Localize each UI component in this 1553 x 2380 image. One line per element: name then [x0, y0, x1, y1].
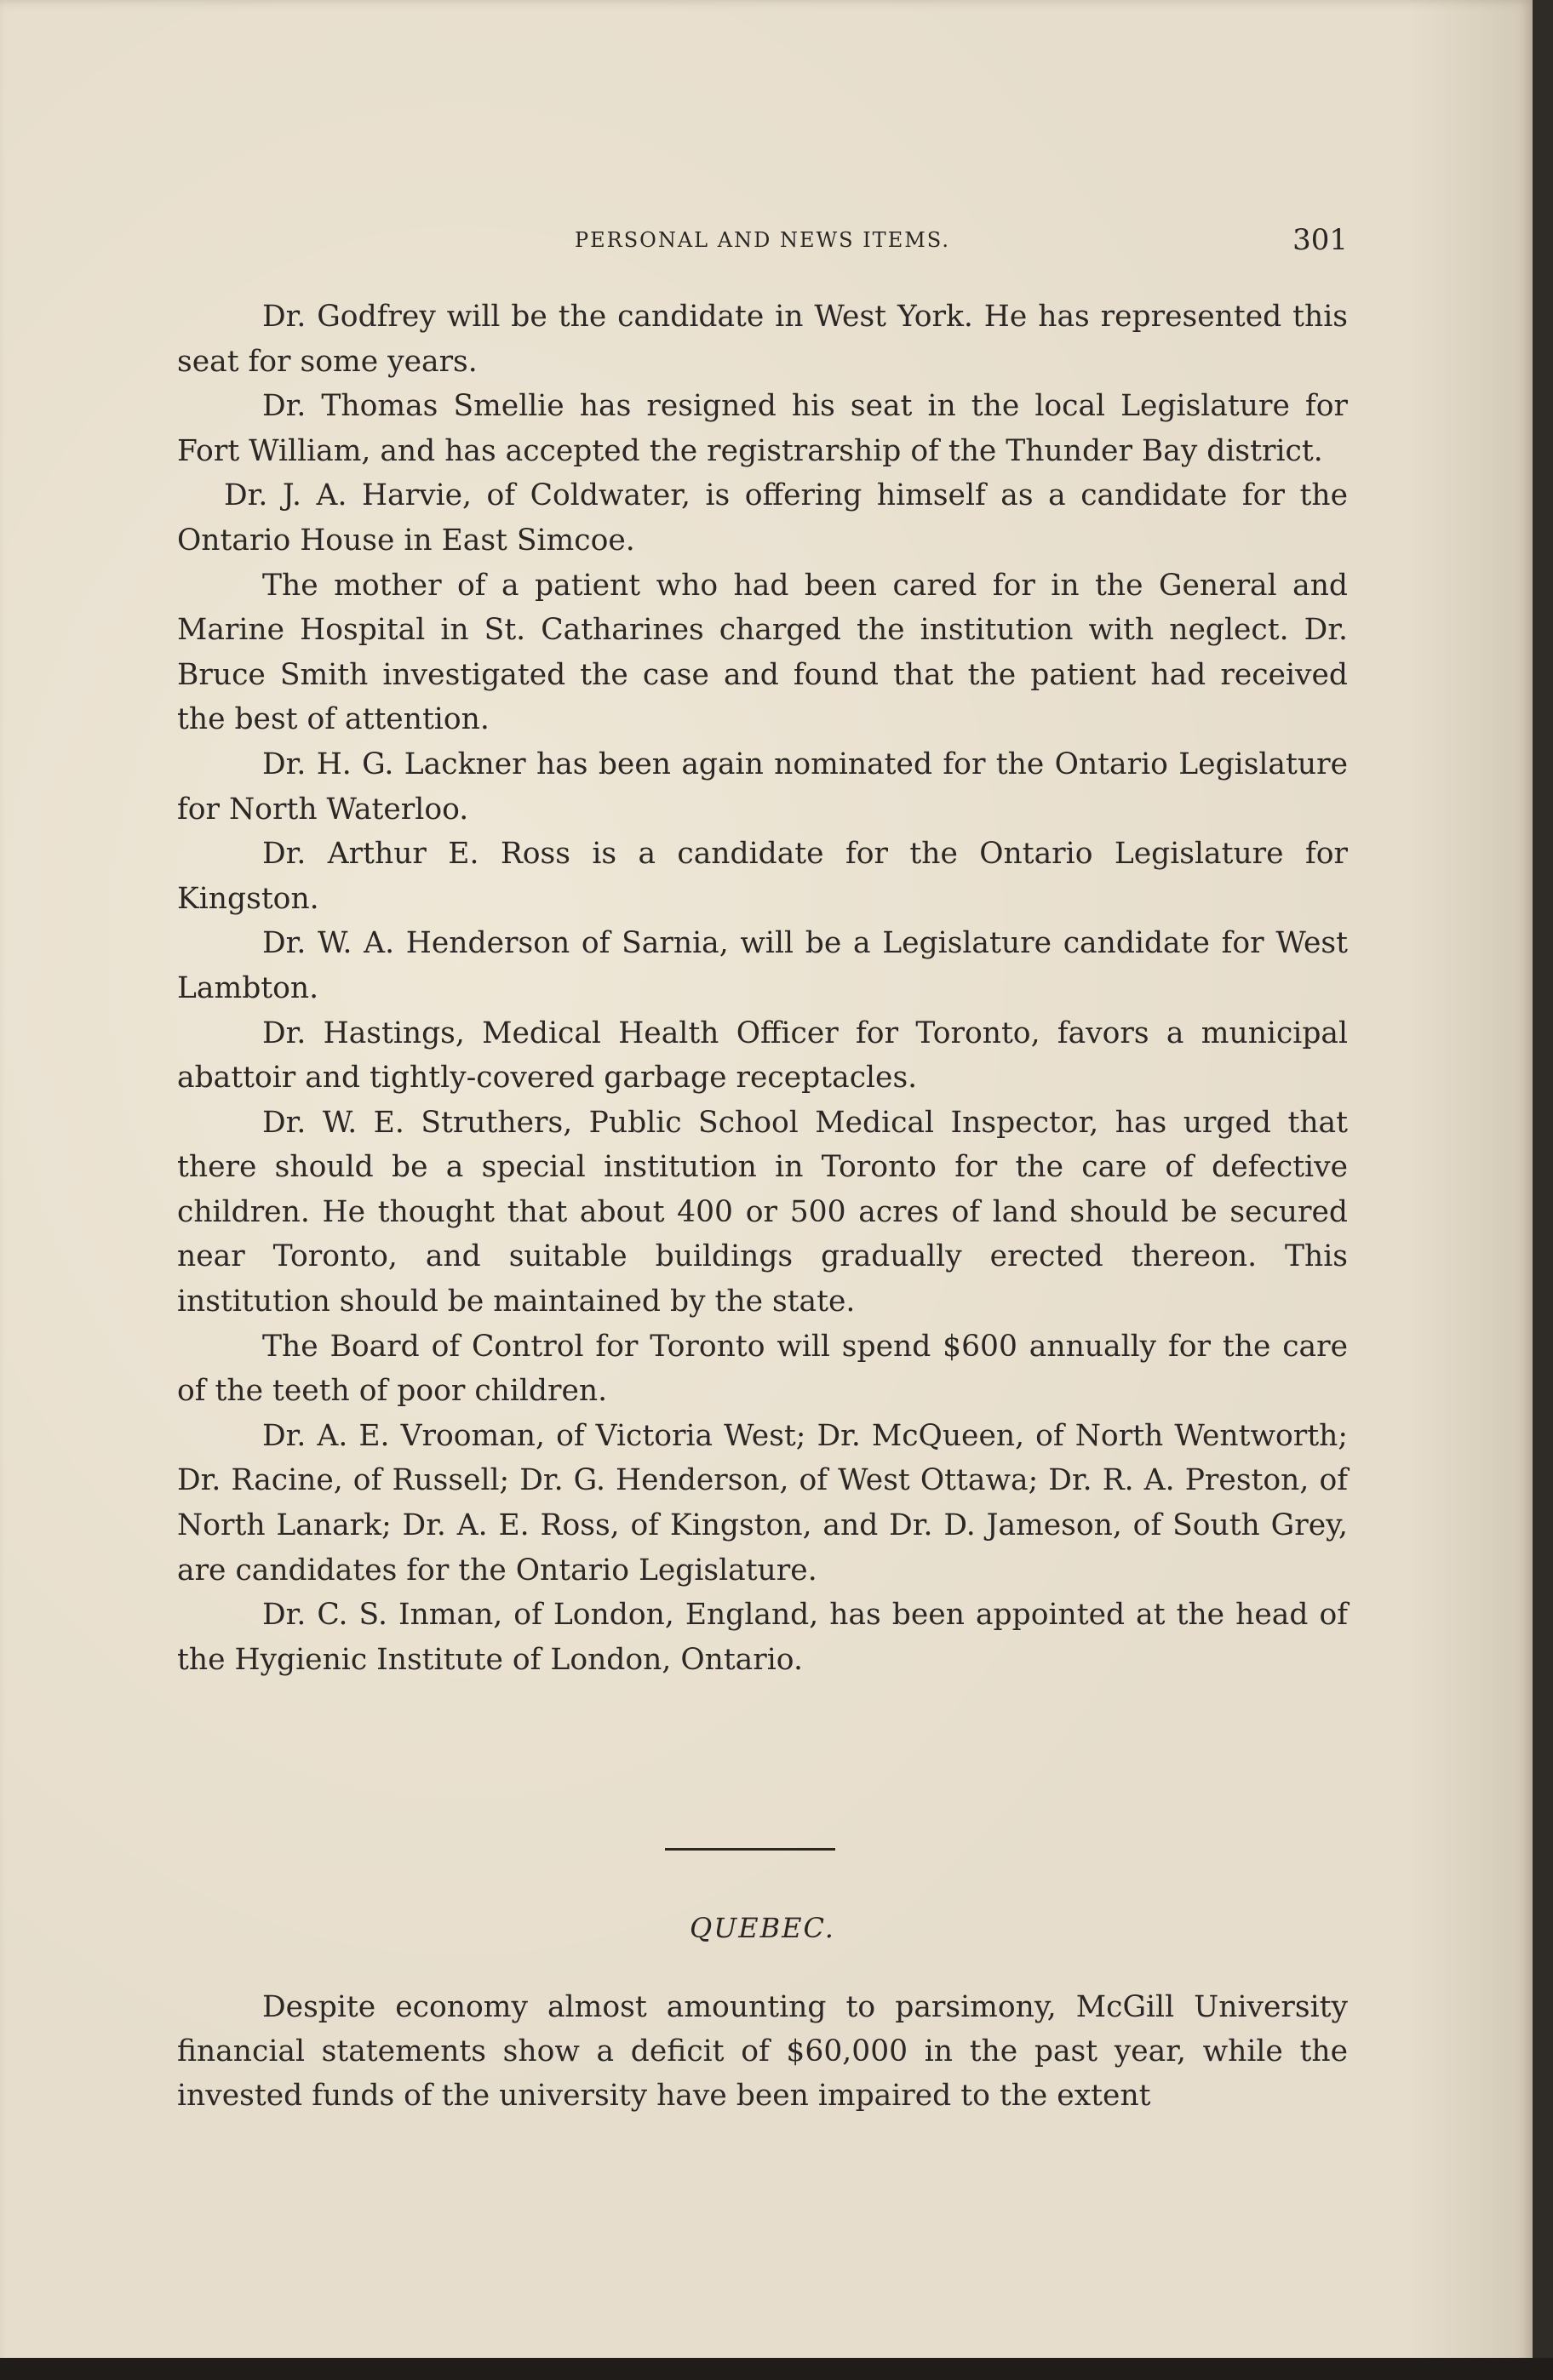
page-number: 301	[1292, 223, 1348, 257]
paragraph-hastings: Dr. Hastings, Medical Health Officer for Toronto, favors a municipal abattoir and tightly-covered garbage receptacles.	[177, 1016, 1348, 1096]
section-divider	[665, 1848, 835, 1851]
paragraph-henderson: Dr. W. A. Henderson of Sarnia, will be a Legislature candidate for West Lambton.	[177, 926, 1348, 1005]
running-head: PERSONAL AND NEWS ITEMS.	[574, 228, 950, 252]
paragraph-mcgill: Despite economy almost amounting to parsimony, McGill University financial statements show a deficit of $60,000 in the past year, while the invested funds of the university have been impaired to the extent	[177, 1990, 1348, 2113]
quebec-section	[177, 1985, 1348, 2118]
page-header	[177, 223, 1348, 257]
paragraph-st-catharines-hospital: The mother of a patient who had been cared for in the General and Marine Hospital in St. Catharines charged the institution with neglect. Dr. Bruce Smith investigated the case and found that the patient had received the best of attention.	[177, 568, 1348, 737]
paragraph-godfrey: Dr. Godfrey will be the candidate in West York. He has represented this seat for some years.	[177, 300, 1348, 379]
personal-news-items	[177, 295, 1348, 1682]
paragraph-harvie: Dr. J. A. Harvie, of Coldwater, is offering himself as a candidate for the Ontario House in East Simcoe.	[177, 478, 1348, 558]
paragraph-lackner: Dr. H. G. Lackner has been again nominated for the Ontario Legislature for North Waterloo.	[177, 747, 1348, 827]
section-title-quebec: QUEBEC.	[690, 1912, 835, 1944]
paragraph-candidates: Dr. A. E. Vrooman, of Victoria West; Dr. McQueen, of North Wentworth; Dr. Racine, of Russell; Dr. G. Henderson, of West Ottawa; Dr. R. A. Preston, of North Lanark; Dr. A. E. Ross, of Kingston, and Dr. D. Jameson, of South Grey, are candidates for the Ontario Legislature.	[177, 1418, 1348, 1588]
book-edge-bottom	[0, 2358, 1553, 2380]
paragraph-ross: Dr. Arthur E. Ross is a candidate for the Ontario Legislature for Kingston.	[177, 837, 1348, 916]
paragraph-smellie: Dr. Thomas Smellie has resigned his seat in the local Legislature for Fort William, and has accepted the registrarship of the Thunder Bay district.	[177, 389, 1348, 468]
paragraph-inman: Dr. C. S. Inman, of London, England, has been appointed at the head of the Hygienic Institute of London, Ontario.	[177, 1598, 1348, 1677]
paragraph-struthers: Dr. W. E. Struthers, Public School Medical Inspector, has urged that there should be a special institution in Toronto for the care of defective children. He thought that about 400 or 500 acres of land should be secured near Toronto, and suitable buildings gradually erected thereon. This institution should be maintained by the state.	[177, 1105, 1348, 1319]
paragraph-board-of-control: The Board of Control for Toronto will spend $600 annually for the care of the teeth of poor children.	[177, 1329, 1348, 1409]
book-edge-right	[1533, 0, 1553, 2380]
